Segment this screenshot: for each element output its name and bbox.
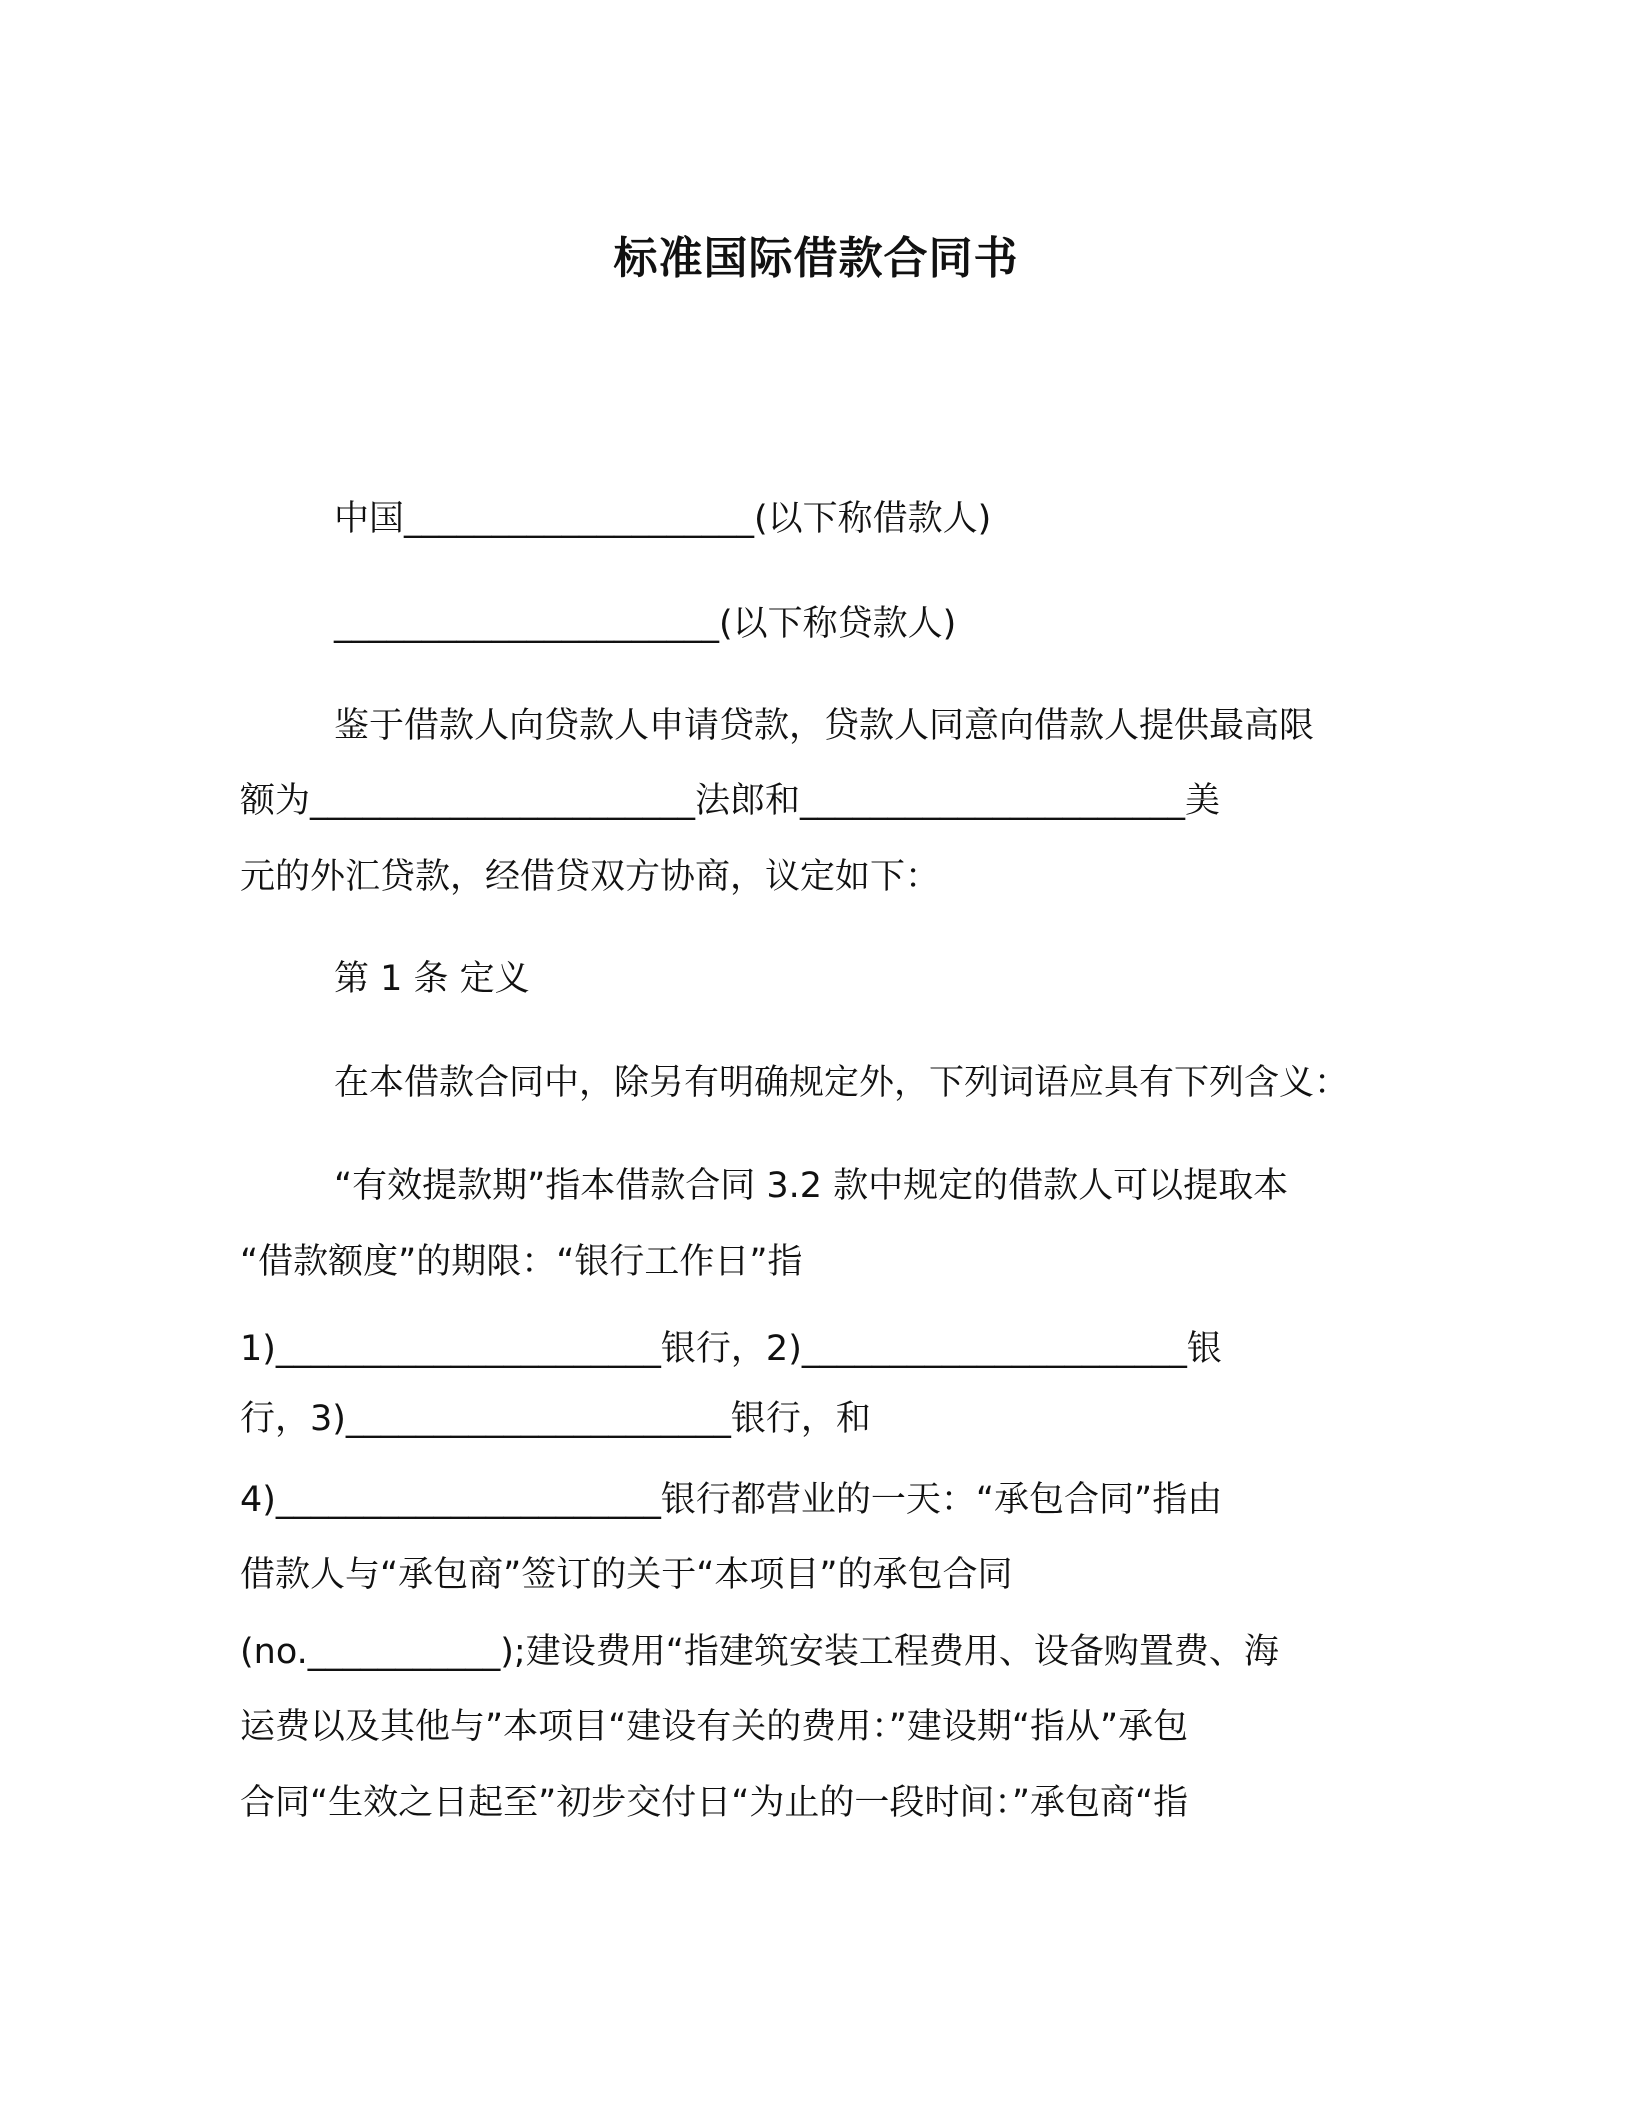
paragraph-line: 运费以及其他与”本项目“建设有关的费用：”建设期“指从”承包 xyxy=(240,1707,1189,1747)
paragraph-line: “借款额度”的期限：“银行工作日”指 xyxy=(240,1242,803,1282)
borrower-line: 中国____________________(以下称借款人) xyxy=(334,499,992,539)
paragraph-line: 借款人与“承包商”签订的关于“本项目”的承包合同 xyxy=(240,1555,1013,1595)
paragraph-line: 额为______________________法郎和______________________美 xyxy=(240,781,1221,821)
paragraph-line: (no.___________);建设费用“指建筑安装工程费用、设备购置费、海 xyxy=(240,1632,1279,1672)
paragraph-line: 4)______________________银行都营业的一天：“承包合同”指由 xyxy=(240,1480,1223,1520)
paragraph-line: 1)______________________银行，2)______________________银 xyxy=(240,1329,1222,1369)
paragraph-line: 元的外汇贷款，经借贷双方协商，议定如下： xyxy=(240,857,941,897)
document-title: 标准国际借款合同书 xyxy=(613,233,1019,284)
paragraph-line: “有效提款期”指本借款合同 3.2 款中规定的借款人可以提取本 xyxy=(334,1166,1289,1206)
lender-line: ______________________(以下称贷款人) xyxy=(334,604,957,644)
paragraph-line: 行，3)______________________银行，和 xyxy=(240,1399,871,1439)
paragraph-line: 在本借款合同中，除另有明确规定外，下列词语应具有下列含义： xyxy=(334,1063,1350,1103)
paragraph-line: 合同“生效之日起至”初步交付日“为止的一段时间：”承包商“指 xyxy=(240,1783,1189,1823)
article-heading: 第 1 条 定义 xyxy=(334,959,530,999)
paragraph-line: 鉴于借款人向贷款人申请贷款，贷款人同意向借款人提供最高限 xyxy=(334,706,1315,746)
